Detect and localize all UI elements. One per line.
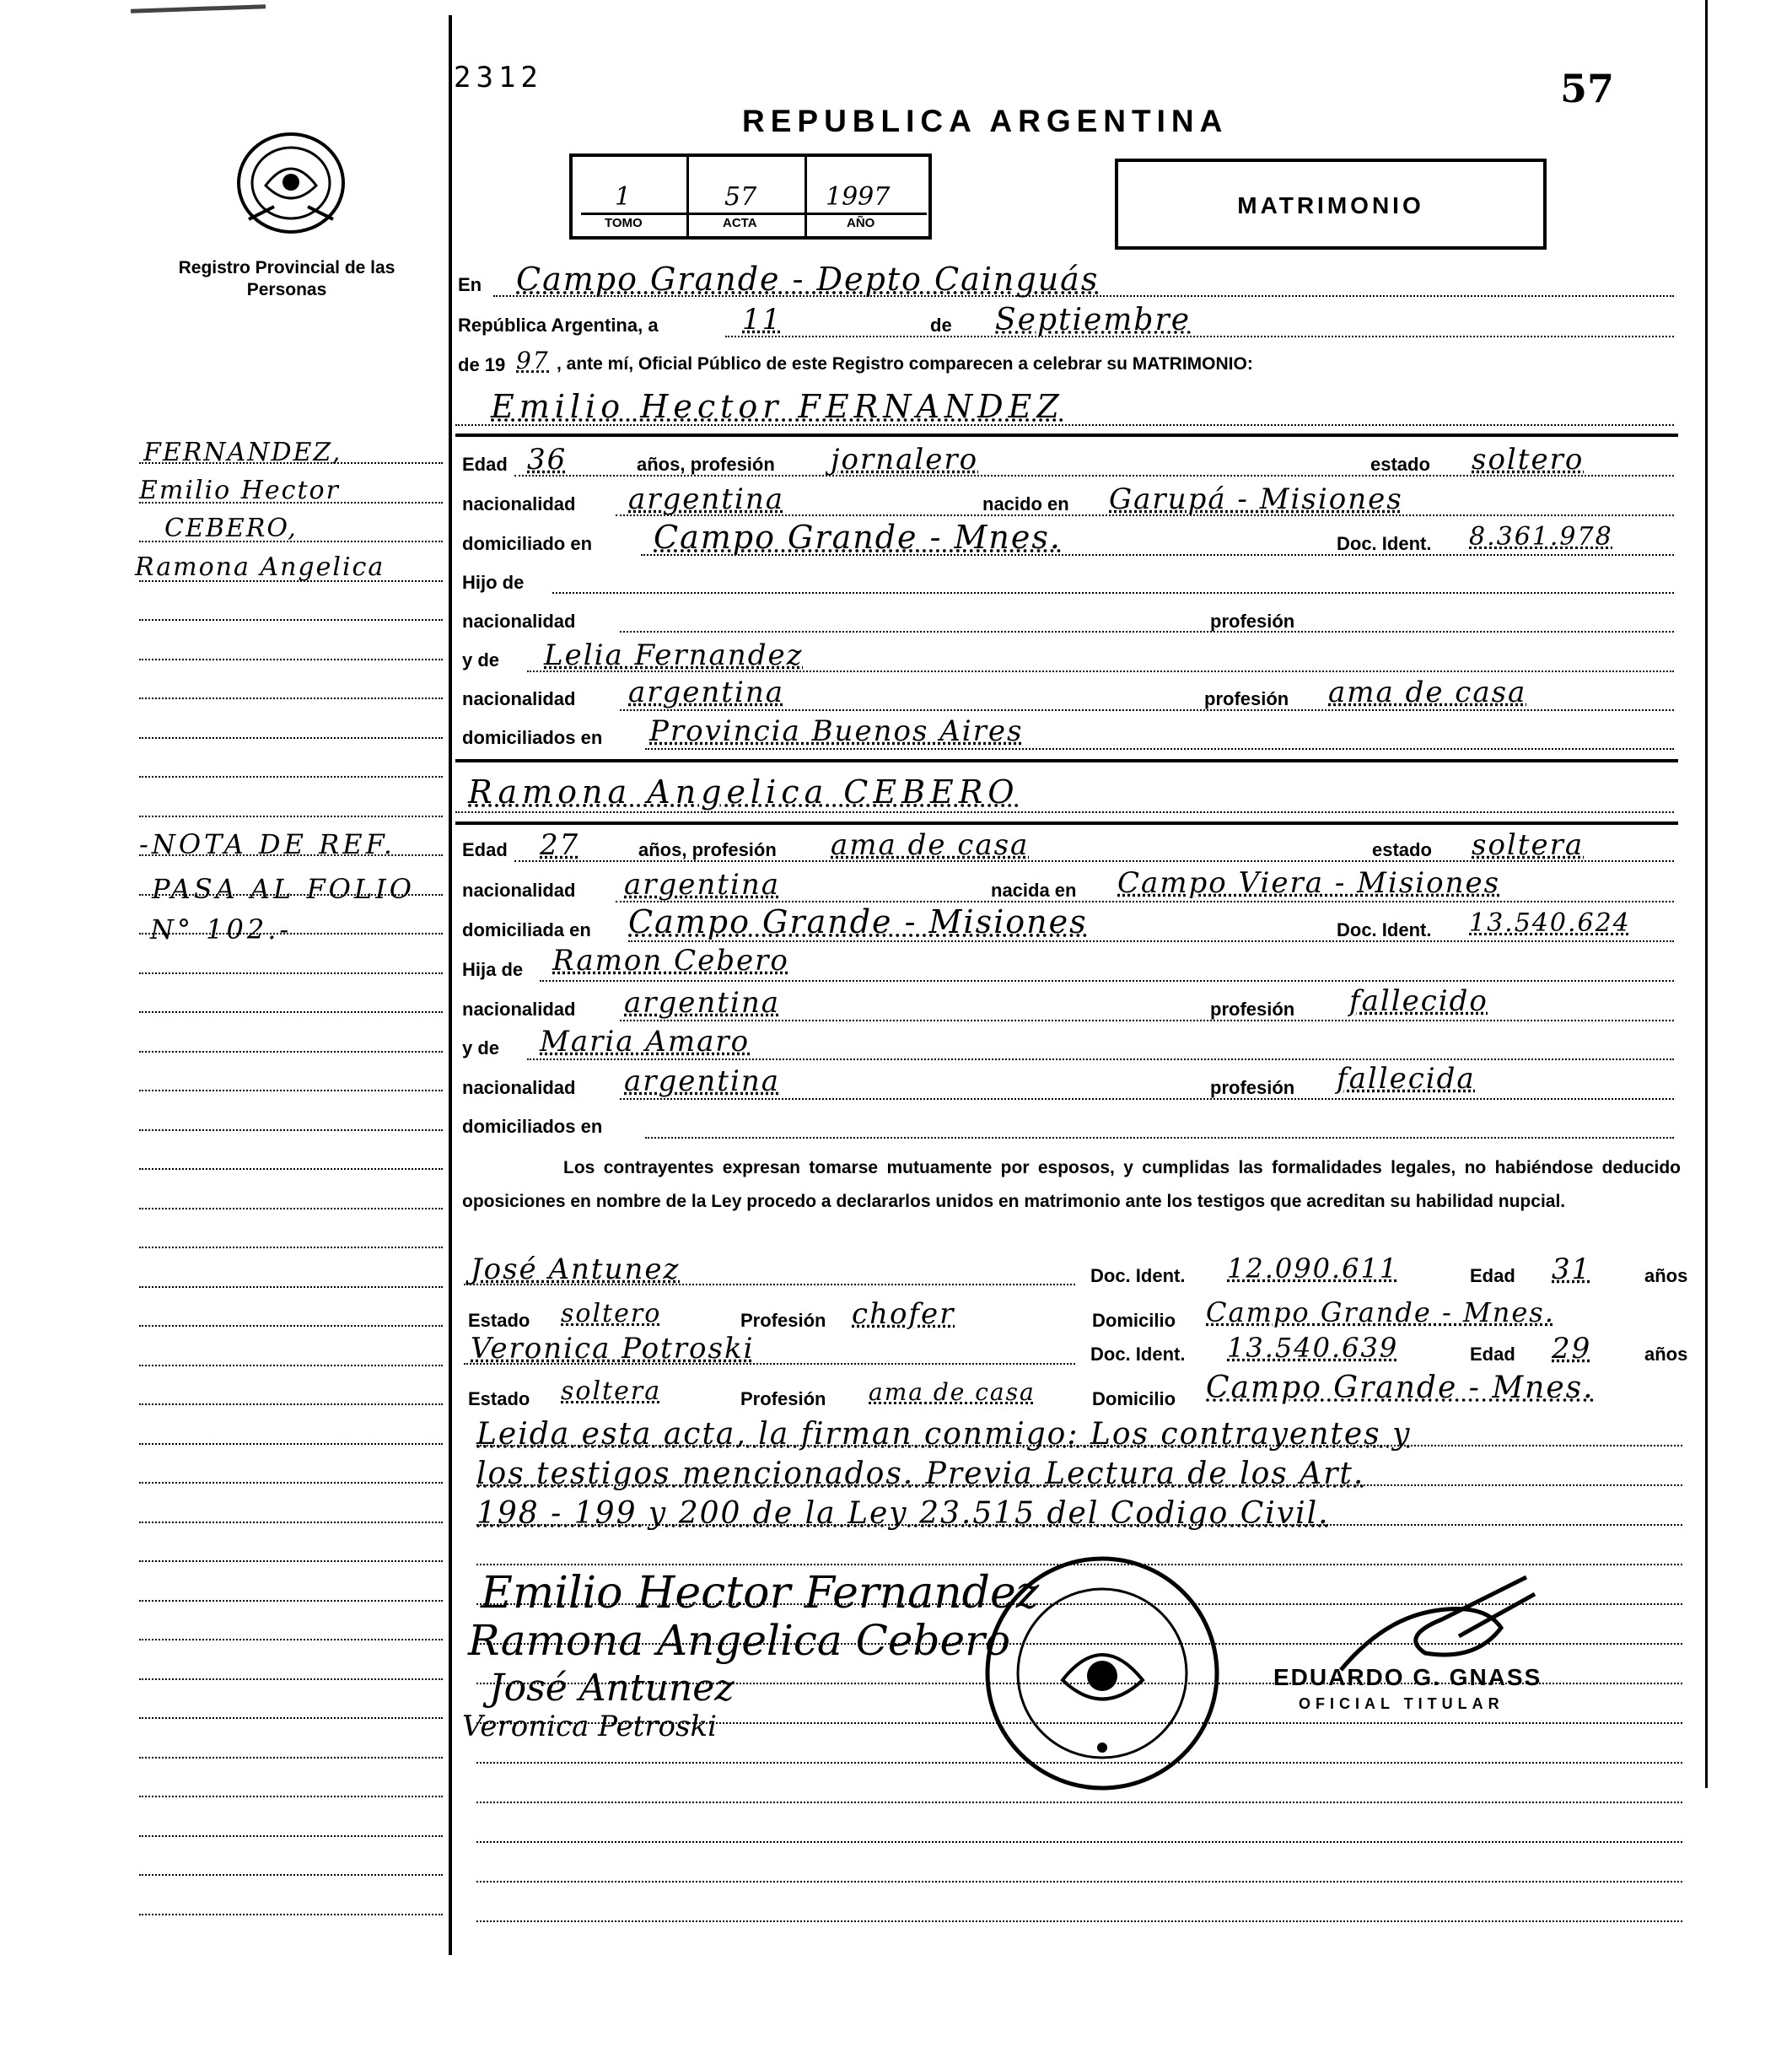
closing-line-1: Leida esta acta, la firman conmigo: Los contrayentes y [476,1417,1412,1452]
bride-madre-nac-label: nacionalidad [462,1077,576,1098]
signature-witness1: José Antunez [489,1667,735,1710]
bride-madre-prof: fallecida [1337,1062,1476,1096]
groom-edad-label: Edad [462,454,508,475]
ante-text: , ante mí, Oficial Público de este Registro comparecen a celebrar su MATRIMONIO: [557,354,1253,374]
groom-nacionalidad: argentina [628,482,785,516]
official-title: OFICIAL TITULAR [1299,1695,1504,1712]
ruled-line [476,1484,1682,1486]
bride-hija-label: Hija de [462,959,524,980]
witness1-doc: 12.090.611 [1227,1252,1399,1285]
groom-prof-label: años, profesión [637,454,775,475]
groom-madre-nac: argentina [628,676,785,709]
scan-mark [131,4,266,13]
witness2-estado: soltera [561,1376,662,1406]
margin-line [139,1403,443,1405]
tomo-label: TOMO [605,216,643,230]
margin-line [139,737,443,739]
tomo-value: 1 [615,182,632,212]
witness2-edad-label: Edad [1470,1344,1515,1365]
groom-madre-nac-label: nacionalidad [462,688,576,709]
bride-yde-label: y de [462,1037,500,1058]
margin-line [139,619,443,621]
witness1-doc-label: Doc. Ident. [1090,1265,1186,1286]
page-number: 57 [1560,66,1615,111]
bride-madre: Maria Amaro [540,1025,751,1058]
groom-nacido-label: nacido en [982,493,1069,514]
ano-label: AÑO [847,216,875,230]
bride-edad: 27 [540,828,580,862]
witness2-doc: 13.540.639 [1227,1332,1399,1364]
groom-doc-label: Doc. Ident. [1337,533,1432,554]
groom-edad: 36 [527,443,568,477]
groom-estado: soltero [1472,443,1585,477]
margin-line [139,1914,443,1915]
witness1-edad-label: Edad [1470,1265,1515,1286]
margin-line [139,972,443,974]
section-rule [455,821,1678,825]
groom-padre-prof-label: profesión [1210,611,1295,632]
record-index-box [569,154,932,240]
record-type-box [1115,159,1547,250]
margin-line [139,776,443,778]
groom-profesion: jornalero [831,443,979,477]
margin-line [139,1443,443,1445]
witness2-dom-label: Domicilio [1092,1388,1176,1409]
signature-groom: Emilio Hector Fernandez [481,1568,1040,1619]
bride-edad-label: Edad [462,839,508,860]
margin-line [139,502,443,504]
bride-doc-label: Doc. Ident. [1337,919,1432,940]
ano-value: 1997 [826,182,891,212]
bride-nac-label: nacionalidad [462,880,576,901]
ruled-line [476,1524,1682,1526]
year-field: 97 [516,347,550,374]
record-type: MATRIMONIO [1237,192,1424,218]
margin-line [139,1325,443,1327]
ruled-line [476,1445,1682,1446]
witness1-estado: soltero [561,1299,662,1328]
groom-doc: 8.361.978 [1469,522,1613,552]
bride-estado-label: estado [1372,839,1432,860]
official-name: EDUARDO G. GNASS [1273,1664,1542,1690]
margin-line [139,1011,443,1013]
witness1-profesion: chofer [852,1297,955,1331]
margin-line [139,1482,443,1484]
bride-dom-label: domiciliada en [462,919,591,940]
bride-estado: soltera [1472,828,1585,862]
ruled-line [476,1802,1682,1803]
bride-madre-nac: argentina [624,1064,781,1098]
legal-statement: Los contrayentes expresan tomarse mutuamente por esposos, y cumplidas las formalidades legales, no habiéndose deducido oposiciones en nombre de la Ley procedo a declararlos unidos en matrimonio ante los testigos que acreditan su habilidad nupcial. [462,1158,1681,1211]
bride-nacida-en: Campo Viera - Misiones [1117,866,1501,900]
de-label: de [930,315,952,336]
margin-line [139,1208,443,1209]
witness2-estado-label: Estado [468,1388,530,1409]
margin-line [139,1129,443,1131]
groom-madre-prof: ama de casa [1328,676,1527,709]
margin-line [139,816,443,817]
witness1-domicilio: Campo Grande - Mnes. [1206,1296,1555,1328]
ruled-line [476,1881,1682,1883]
witness2-domicilio: Campo Grande - Mnes. [1206,1371,1595,1405]
bride-name: Ramona Angelica CEBERO [468,773,1020,811]
witness2-name: Veronica Potroski [471,1332,755,1365]
bride-profesion: ama de casa [831,828,1030,862]
groom-nac-label: nacionalidad [462,493,576,514]
day-field: 11 [742,303,783,337]
country-title: REPUBLICA ARGENTINA [742,104,1229,138]
signature-bride: Ramona Angelica Cebero [468,1616,1011,1665]
margin-line [139,1639,443,1640]
registry-round-stamp-icon [982,1554,1223,1794]
acta-label: ACTA [723,216,757,230]
margin-line [139,1757,443,1759]
groom-yde-label: y de [462,649,500,671]
bride-padre-prof-label: profesión [1210,999,1295,1020]
groom-madre-prof-label: profesión [1204,688,1289,709]
witness2-prof-label: Profesión [740,1388,826,1409]
bride-madre-prof-label: profesión [1210,1077,1295,1098]
margin-line [139,580,443,582]
groom-name: Emilio Hector FERNANDEZ [491,388,1064,425]
section-rule [455,759,1678,762]
groom-estado-label: estado [1370,454,1430,475]
margin-line [139,1796,443,1797]
margin-line [139,698,443,699]
groom-nacido-en: Garupá - Misiones [1109,482,1403,516]
signature-witness2: Veronica Petroski [462,1710,717,1743]
margin-line [139,1600,443,1602]
closing-line-2: los testigos mencionados. Previa Lectura de los Art. [476,1457,1365,1491]
file-number-stamp: 2312 [454,61,543,94]
column-divider [449,15,452,1955]
groom-domicilio: Campo Grande - Mnes. [654,519,1062,556]
margin-line [139,659,443,660]
bride-nacionalidad: argentina [624,868,781,902]
margin-note-folio: PASA AL FOLIO [152,873,415,905]
bride-padre-nac: argentina [624,986,781,1020]
en-label: En [458,274,482,295]
witness2-profesion: ama de casa [869,1378,1036,1406]
witness1-anos-label: años [1644,1265,1688,1286]
bride-padre-nac-label: nacionalidad [462,999,576,1020]
margin-line [139,1522,443,1523]
margin-note-ref: -NOTA DE REF. [139,828,396,860]
margin-note-name-bride: Ramona Angelica [135,552,385,582]
margin-line [139,1051,443,1053]
margin-note-name-groom: Emilio Hector [139,476,340,505]
page-right-border [1705,0,1708,1788]
groom-dom-label: domiciliado en [462,533,593,554]
margin-line [139,1365,443,1366]
margin-line [139,933,443,935]
margin-line [139,1168,443,1170]
margin-line [139,894,443,896]
ruled-line [476,1920,1682,1922]
month-field: Septiembre [995,303,1191,337]
place-field: Campo Grande - Depto Cainguás [516,261,1100,298]
margin-line [139,1286,443,1288]
margin-line [139,1247,443,1248]
margin-note-surname-groom: FERNANDEZ, [143,438,342,467]
ruled-line [476,1841,1682,1843]
acta-value: 57 [724,182,757,212]
provincial-seal-icon [232,127,350,240]
margin-line [139,1874,443,1876]
bride-domicilio: Campo Grande - Misiones [628,903,1088,940]
groom-hijo-label: Hijo de [462,572,525,593]
bride-prof-label: años, profesión [638,839,777,860]
margin-line [139,1835,443,1837]
groom-padre-nac-label: nacionalidad [462,611,576,632]
bride-nacida-label: nacida en [991,880,1077,901]
witness1-edad: 31 [1552,1252,1592,1286]
section-rule [455,434,1678,437]
witness1-prof-label: Profesión [740,1310,826,1331]
groom-madre: Lelia Fernandez [544,638,804,672]
groom-padres-dom-label: domiciliados en [462,727,603,748]
margin-line [139,462,443,464]
margin-line [139,1678,443,1680]
closing-line-3: 198 - 199 y 200 de la Ley 23.515 del Codigo Civil. [476,1496,1330,1531]
witness1-estado-label: Estado [468,1310,530,1331]
margin-note-surname-bride: CEBERO, [164,514,298,543]
margin-line [139,1560,443,1562]
margin-line [139,1090,443,1091]
margin-line [139,1717,443,1719]
witness1-name: José Antunez [471,1252,681,1286]
witness1-dom-label: Domicilio [1092,1310,1176,1331]
witness2-edad: 29 [1552,1332,1592,1365]
margin-note-folio-number: N° 102.- [150,913,293,945]
groom-padres-dom: Provincia Buenos Aires [649,714,1024,748]
registry-name: Registro Provincial de las Personas [178,258,396,299]
bride-doc: 13.540.624 [1469,908,1631,938]
bride-padres-dom-label: domiciliados en [462,1116,603,1137]
republica-label: República Argentina, a [458,315,659,336]
year-prefix: de 19 [458,354,506,375]
witness2-anos-label: años [1644,1344,1688,1365]
margin-line [139,541,443,542]
witness2-doc-label: Doc. Ident. [1090,1344,1186,1365]
bride-padre: Ramon Cebero [552,944,789,978]
margin-line [139,854,443,856]
bride-padre-prof: fallecido [1349,984,1488,1018]
